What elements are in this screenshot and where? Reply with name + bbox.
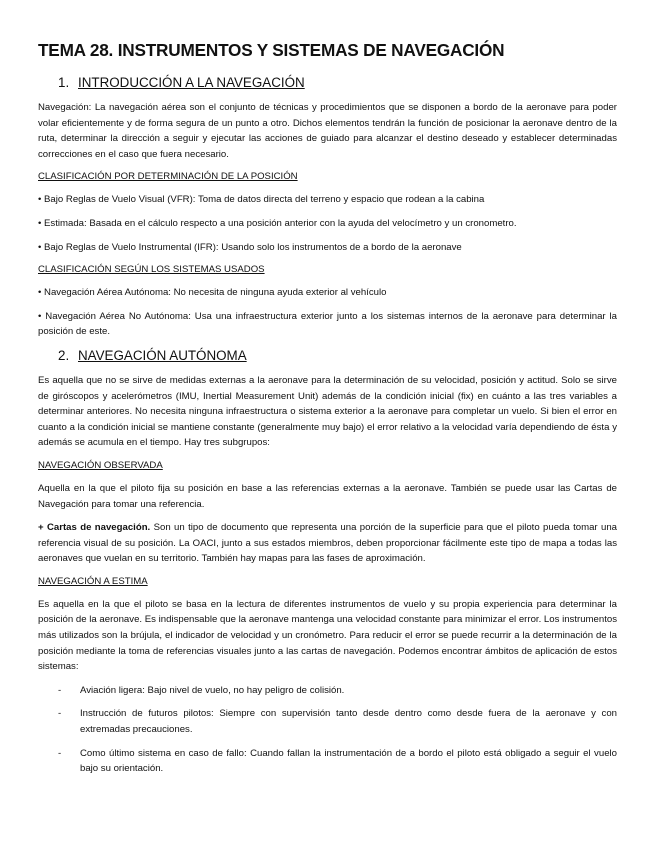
dead-reckoning-text: Es aquella en la que el piloto se basa en la lectura de diferentes instrumentos de vuelo y su propia experiencia para determinar la posición de la aeronave. Es indispensable que la aeronave mantenga una velocidad constante para minimizar el error. Los instrumentos más utilizados son la brújula, el indicador de velocidad y un cronómetro. Para reducir el error se puede recurrir a la determinación de la posición mediante la toma de referencias visuales junto a las cartas de navegación. Podemos encontrar ámbitos de aplicación de estos sistemas:: [38, 598, 617, 673]
observed-navigation-text: Aquella en la que el piloto fija su posición en base a las referencias externas a la aeronave. También se puede usar las Cartas de Navegación para tomar una referencia.: [38, 482, 617, 510]
list-item: [38, 706, 617, 737]
classification-position-heading: CLASIFICACIÓN POR DETERMINACIÓN DE LA POSICIÓN: [38, 171, 298, 183]
section-1-heading: [58, 75, 617, 90]
list-item: [38, 746, 617, 777]
dash-marker: -: [58, 684, 62, 696]
application-list: [38, 683, 617, 777]
section-2-number: 2.: [58, 347, 70, 363]
section-2-heading: [58, 348, 617, 363]
navigation-charts-paragraph: [38, 520, 617, 567]
list-item-text: Como último sistema en caso de fallo: Cuando fallan la instrumentación de a bordo el piloto está obligado a seguir el vuelo bajo su orientación.: [80, 747, 617, 775]
bullet-autonoma: • Navegación Aérea Autónoma: No necesita de ninguna ayuda exterior al vehículo: [38, 287, 387, 299]
section-1-intro: Navegación: La navegación aérea son el conjunto de técnicas y procedimientos que se disponen a bordo de la aeronave para poder volar eficientemente y de forma segura de un punto a otro. Dichos elementos tendrán la función de posicionar la aeronave dentro de la ruta, determinar la dirección a seguir y ejecutar las acciones de guiado para alcanzar el destino deseado y establecer determinadas correcciones en el caso que fuera necesario.: [38, 102, 617, 160]
list-item-text: Instrucción de futuros pilotos: Siempre con supervisión tanto desde dentro como desde fuera de la aeronave y con extremadas precauciones.: [80, 708, 617, 736]
list-item: [38, 683, 617, 699]
classification-systems-heading: CLASIFICACIÓN SEGÚN LOS SISTEMAS USADOS: [38, 264, 265, 276]
list-item-text: Aviación ligera: Bajo nivel de vuelo, no hay peligro de colisión.: [80, 684, 345, 696]
section-1-title: INTRODUCCIÓN A LA NAVEGACIÓN: [78, 75, 305, 90]
navigation-charts-text: Son un tipo de documento que representa una porción de la superficie para que el piloto pueda tomar una referencia visual de su posición. La OACI, junto a sus estados miembros, deben proporcionar fácilmente este tipo de mapa a todas las aeronaves que vuelan en su territorio. También hay mapas para las fases de aproximación.: [38, 522, 617, 565]
bullet-no-autonoma: • Navegación Aérea No Autónoma: Usa una infraestructura exterior junto a los sistemas internos de la aeronave para determinar la posición de este.: [38, 310, 617, 338]
section-2-title: NAVEGACIÓN AUTÓNOMA: [78, 347, 247, 363]
bullet-ifr: • Bajo Reglas de Vuelo Instrumental (IFR): Usando solo los instrumentos de a bordo de la aeronave: [38, 241, 462, 253]
bullet-vfr: • Bajo Reglas de Vuelo Visual (VFR): Toma de datos directa del terreno y espacio que rodean a la cabina: [38, 194, 485, 206]
section-1-number: 1.: [58, 75, 70, 90]
document-title: TEMA 28. INSTRUMENTOS Y SISTEMAS DE NAVEGACIÓN: [38, 40, 505, 60]
dash-marker: -: [58, 747, 62, 759]
bullet-estimada: • Estimada: Basada en el cálculo respecto a una posición anterior con la ayuda del velocímetro y un cronometro.: [38, 217, 517, 229]
navigation-charts-lead: + Cartas de navegación.: [38, 522, 151, 534]
dead-reckoning-heading: NAVEGACIÓN A ESTIMA: [38, 575, 148, 587]
dash-marker: -: [58, 708, 62, 720]
observed-navigation-heading: NAVEGACIÓN OBSERVADA: [38, 459, 163, 471]
section-2-intro: Es aquella que no se sirve de medidas externas a la aeronave para la determinación de su velocidad, posición y actitud. Solo se sirve de giróscopos y acelerómetros (IMU, Inertial Measurement Unit) además de la condición inicial (fix) en cuánto a las tres variables a determinar anteriores. No necesita ninguna infraestructura o sistema exterior a la aeronave para completar un vuelo. Si bien el error en cuanto a la condición inicial se mantiene constante (generalmente muy bajo) el error relativo a la velocidad varía dependiendo de ésta y además se acumula en el tiempo. Hay tres subgrupos:: [38, 374, 617, 449]
